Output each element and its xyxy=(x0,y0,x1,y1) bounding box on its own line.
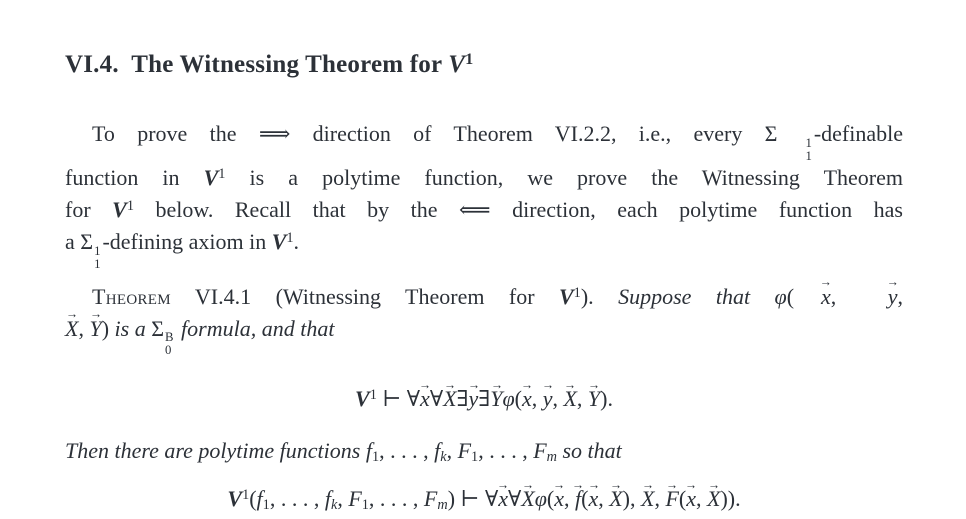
text-run: 1 xyxy=(573,284,581,301)
text-run: , . . . , xyxy=(368,485,424,511)
text-run: V xyxy=(448,51,466,78)
text-run: VI.4. xyxy=(65,51,119,78)
text-run: , xyxy=(598,485,610,511)
text-run: V xyxy=(355,385,370,411)
text-run: ( xyxy=(581,485,589,511)
text-run: f xyxy=(365,437,372,463)
text-run: , xyxy=(830,283,861,309)
text-run: , xyxy=(696,485,707,511)
text-run: ∃ xyxy=(456,385,469,411)
text-run: 1 xyxy=(471,448,479,465)
text-run: f xyxy=(256,485,263,511)
text-run: Σ xyxy=(151,315,165,341)
text-run: X → xyxy=(641,488,654,510)
text-run: VI.4.1 (Witnessing Theorem for xyxy=(170,283,559,309)
text-run: )). xyxy=(720,485,741,511)
text-run: ( xyxy=(249,485,257,511)
text-run: The Witnessing Theorem for xyxy=(118,51,449,78)
script-stack: B 0 xyxy=(165,330,174,358)
text-run: Y → xyxy=(588,388,600,410)
conclusion-paragraph xyxy=(65,435,903,467)
text-run: F xyxy=(423,485,438,511)
text-run: F → xyxy=(665,488,678,510)
text-run: F xyxy=(457,437,472,463)
text-run: F xyxy=(533,437,547,463)
text-run: V xyxy=(203,165,219,191)
text-run: f xyxy=(434,437,441,463)
text-run: -defining axiom in xyxy=(102,229,272,255)
text-run: y → xyxy=(468,388,478,410)
text-run: ). xyxy=(580,283,619,309)
text-run: formula, and that xyxy=(175,315,335,341)
text-run: Theorem xyxy=(92,283,171,309)
text-run: ). xyxy=(600,385,613,411)
text-run: . xyxy=(293,229,300,255)
text-run: , xyxy=(552,385,564,411)
text-line xyxy=(65,313,903,357)
text-line xyxy=(65,118,903,162)
text-run: k xyxy=(330,496,338,513)
text-run: ∃ xyxy=(478,385,491,411)
text-run: ∀ xyxy=(429,385,444,411)
text-run: 1 xyxy=(262,496,270,513)
text-run: x → xyxy=(420,388,430,410)
text-run: ( xyxy=(678,485,687,511)
text-run: a xyxy=(65,229,81,255)
text-run: ) xyxy=(101,315,115,341)
text-run: ∀ xyxy=(508,485,522,511)
text-run: X → xyxy=(443,388,456,410)
text-run: m xyxy=(546,448,557,465)
script-stack: 1 1 xyxy=(805,135,812,163)
theorem-statement xyxy=(65,281,903,357)
text-run: ( xyxy=(546,485,555,511)
text-run: ), xyxy=(622,485,641,511)
text-line xyxy=(65,226,903,270)
text-run: x → xyxy=(522,388,532,410)
display-equation-conclusion xyxy=(65,479,903,519)
text-run: is a xyxy=(114,315,152,341)
text-line xyxy=(65,281,903,313)
text-run: To prove the xyxy=(92,121,259,146)
text-run: ( xyxy=(514,385,522,411)
text-run: k xyxy=(440,448,447,465)
text-run: Suppose that xyxy=(618,283,775,309)
text-run: Σ xyxy=(80,229,94,255)
text-run: ∀ xyxy=(484,485,499,511)
text-run: ∀ xyxy=(406,385,421,411)
text-run: is a polytime function, we prove the Witnessing Theorem xyxy=(225,165,903,191)
section-heading xyxy=(65,48,903,82)
text-run: , xyxy=(654,485,666,511)
text-run: Then there are polytime functions xyxy=(65,437,366,463)
text-run: , xyxy=(531,385,543,411)
text-run: , . . . , xyxy=(379,437,435,463)
text-run: Y → xyxy=(89,318,101,340)
text-run: X → xyxy=(563,388,576,410)
script-stack: 1 1 xyxy=(94,244,101,271)
intro-paragraph xyxy=(65,118,903,271)
text-run: F xyxy=(348,485,362,511)
text-run: , xyxy=(446,437,458,463)
text-run: for xyxy=(65,197,113,223)
text-run: 1 xyxy=(218,166,226,183)
text-run: , xyxy=(564,485,575,511)
text-line xyxy=(65,435,903,467)
text-run: ⟹ xyxy=(258,121,291,146)
text-run: V xyxy=(271,229,287,255)
text-run: φ xyxy=(502,385,515,411)
text-run: below. Recall that by the xyxy=(134,197,460,223)
text-run: Σ xyxy=(764,121,778,146)
text-run: ( xyxy=(786,283,795,309)
text-run: 1 xyxy=(286,230,294,247)
text-run: x → xyxy=(686,488,696,510)
text-column xyxy=(65,0,903,519)
text-run: , xyxy=(576,385,588,411)
display-equation-hypothesis xyxy=(65,379,903,419)
text-run: 1 xyxy=(361,496,369,513)
text-run: ) ⊢ xyxy=(447,485,485,511)
text-run: so that xyxy=(556,437,622,463)
text-run: f xyxy=(324,485,331,511)
text-run: 1 xyxy=(369,386,377,403)
text-line xyxy=(65,194,903,226)
text-run: -definable xyxy=(813,121,903,146)
text-run: V xyxy=(227,485,243,511)
text-run: x → xyxy=(794,286,831,308)
text-run: , . . . , xyxy=(478,437,534,463)
text-run: y → xyxy=(861,286,898,308)
text-run: , xyxy=(337,485,349,511)
text-run: function in xyxy=(65,165,204,191)
text-run: , xyxy=(897,283,903,309)
text-run: ⊢ xyxy=(376,385,407,411)
text-run: V xyxy=(112,197,127,223)
text-run: X → xyxy=(65,318,78,340)
text-run: 1 xyxy=(465,49,474,68)
text-line xyxy=(65,162,903,194)
text-run: x → xyxy=(588,488,598,510)
text-run: X → xyxy=(707,488,720,510)
text-run: 1 xyxy=(242,486,250,503)
text-run: f → xyxy=(575,488,581,510)
text-run: 1 xyxy=(371,448,380,465)
text-run: direction, each polytime function has xyxy=(490,197,903,223)
text-run: , xyxy=(78,315,90,341)
text-run: Y → xyxy=(490,388,502,410)
text-run: direction of Theorem VI.2.2, i.e., every xyxy=(290,121,765,146)
text-run: X → xyxy=(609,488,622,510)
text-run: ⟸ xyxy=(459,197,491,223)
text-run: y → xyxy=(543,388,553,410)
text-run: x → xyxy=(554,488,564,510)
text-run: x → xyxy=(498,488,508,510)
text-run: X → xyxy=(521,488,534,510)
text-run: V xyxy=(558,283,574,309)
text-run: m xyxy=(437,496,448,513)
text-run: φ xyxy=(774,283,787,309)
text-run: 1 xyxy=(126,198,135,215)
text-run: , . . . , xyxy=(269,485,325,511)
text-run: φ xyxy=(534,485,547,511)
